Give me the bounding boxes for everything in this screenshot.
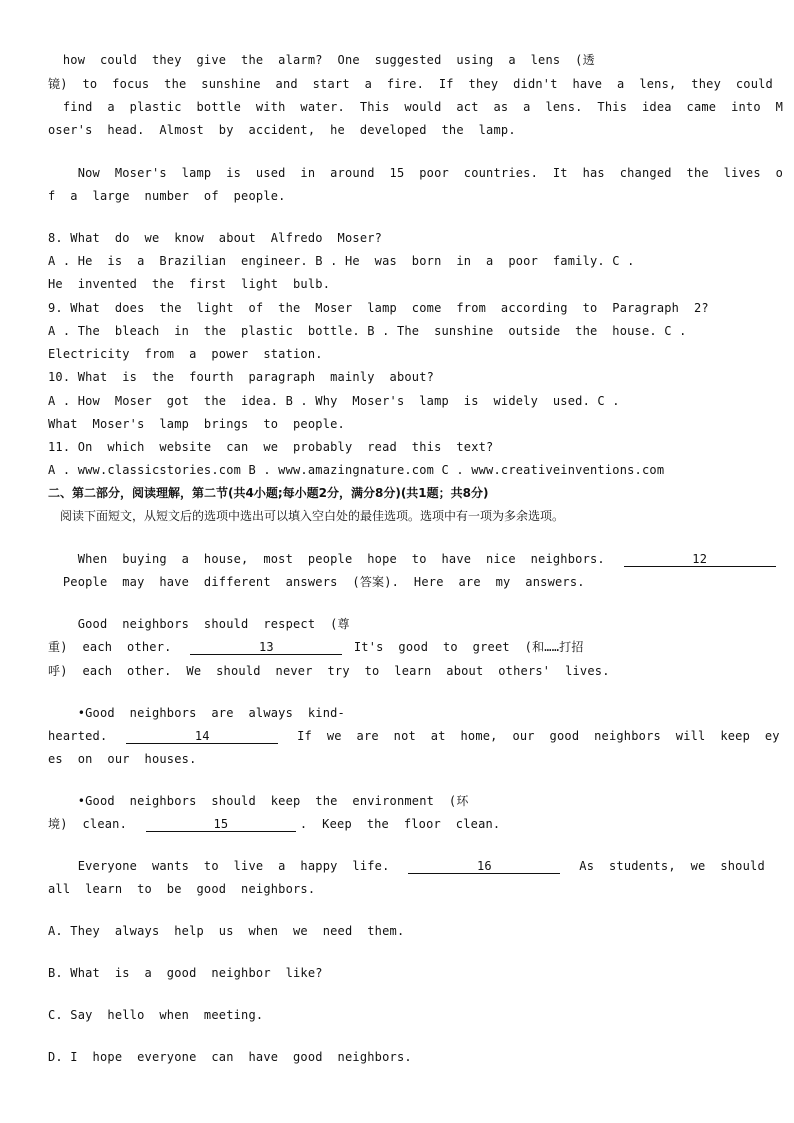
passage2-p3-text-post: If we are not at home, our good neighbors will keep ey xyxy=(297,729,780,743)
option-d: D. I hope everyone can have good neighbors. xyxy=(48,1050,412,1064)
passage2-p4-line-1: •Good neighbors should keep the environment (环 xyxy=(48,794,469,808)
passage2-p2-text-pre: 重) each other. xyxy=(48,640,172,654)
passage1-line-2: 镜) to focus the sunshine and start a fire. If they didn't have a lens, they could xyxy=(48,77,773,91)
blank-14[interactable]: 14 xyxy=(126,730,278,744)
passage1-line-6: f a large number of people. xyxy=(48,189,286,203)
passage2-p3-line-3: es on our houses. xyxy=(48,752,197,766)
section-instruction: 阅读下面短文，从短文后的选项中选出可以填入空白处的最佳选项。选项中有一项为多余选项。 xyxy=(60,509,565,523)
blank-16[interactable]: 16 xyxy=(408,860,560,874)
passage2-p4-text-pre: 境) clean. xyxy=(48,817,128,831)
passage2-p5-text-pre: Everyone wants to live a happy life. xyxy=(48,859,390,873)
option-b: B. What is a good neighbor like? xyxy=(48,966,323,980)
option-c: C. Say hello when meeting. xyxy=(48,1008,264,1022)
passage2-p2-text-post: It's good to greet (和……打招 xyxy=(353,640,584,654)
option-a: A. They always help us when we need them. xyxy=(48,924,405,938)
passage2-p3-line-1: •Good neighbors are always kind- xyxy=(48,706,345,720)
passage2-p2-line-3: 呼) each other. We should never try to learn about others' lives. xyxy=(48,664,610,678)
passage2-p4-text-post: . Keep the floor clean. xyxy=(299,817,501,831)
question-8-stem: 8. What do we know about Alfredo Moser? xyxy=(48,231,383,245)
passage1-line-1: how could they give the alarm? One suggested using a lens (透 xyxy=(48,53,595,67)
passage1-line-4: oser's head. Almost by accident, he developed the lamp. xyxy=(48,123,516,137)
passage2-p3-line-2 xyxy=(48,728,780,744)
section-heading: 二、第二部分，阅读理解，第二节(共4小题;每小题2分，满分8分)(共1题；共8分) xyxy=(48,486,489,500)
passage2-p2-line-2 xyxy=(48,639,748,655)
question-10-options-cont: What Moser's lamp brings to people. xyxy=(48,417,345,431)
passage2-p3-text-pre: hearted. xyxy=(48,729,108,743)
question-8-options: A . He is a Brazilian engineer. B . He was born in a poor family. C . xyxy=(48,254,635,268)
question-9-stem: 9. What does the light of the Moser lamp come from according to Paragraph 2? xyxy=(48,301,709,315)
question-9-options-cont: Electricity from a power station. xyxy=(48,347,323,361)
passage2-p1-text: When buying a house, most people hope to have nice neighbors. xyxy=(48,552,605,566)
passage2-p5-text-post: As students, we should xyxy=(579,859,765,873)
passage1-line-5: Now Moser's lamp is used in around 15 poor countries. It has changed the lives o xyxy=(48,166,784,180)
question-9-options: A . The bleach in the plastic bottle. B . The sunshine outside the house. C . xyxy=(48,324,687,338)
question-10-stem: 10. What is the fourth paragraph mainly about? xyxy=(48,370,435,384)
question-10-options: A . How Moser got the idea. B . Why Moser's lamp is widely used. C . xyxy=(48,394,620,408)
blank-13[interactable]: 13 xyxy=(190,641,342,655)
passage1-line-3: find a plastic bottle with water. This would act as a lens. This idea came into M xyxy=(48,100,784,114)
passage2-p1-line-1 xyxy=(48,551,748,567)
passage2-p2-line-1: Good neighbors should respect (尊 xyxy=(48,617,350,631)
passage2-p1-line-2: People may have different answers (答案). Here are my answers. xyxy=(48,575,585,589)
blank-15[interactable]: 15 xyxy=(146,818,296,832)
question-11-options: A . www.classicstories.com B . www.amazingnature.com C . www.creativeinventions.com xyxy=(48,463,665,477)
question-8-options-cont: He invented the first light bulb. xyxy=(48,277,331,291)
passage2-p5-line-1 xyxy=(48,858,765,874)
passage2-p4-line-2 xyxy=(48,816,748,832)
passage2-p5-line-2: all learn to be good neighbors. xyxy=(48,882,316,896)
question-11-stem: 11. On which website can we probably read this text? xyxy=(48,440,494,454)
blank-12[interactable]: 12 xyxy=(624,553,776,567)
